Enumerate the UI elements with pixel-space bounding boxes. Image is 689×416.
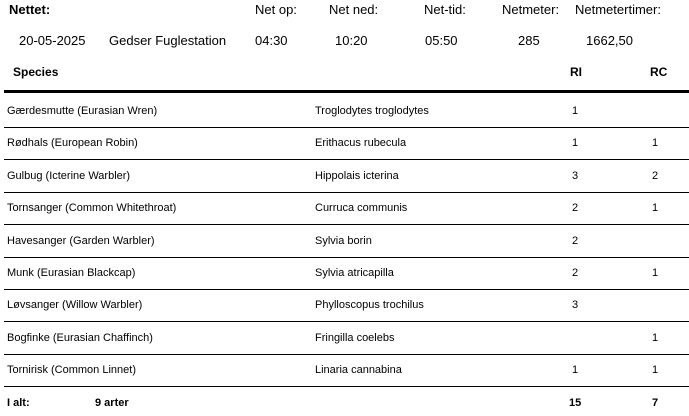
ri-value: 1 bbox=[572, 137, 579, 149]
netmetertimer-value: 1662,50 bbox=[586, 33, 633, 48]
date-value: 20-05-2025 bbox=[19, 33, 86, 48]
ri-value: 2 bbox=[572, 202, 579, 214]
row-divider bbox=[4, 159, 689, 160]
site-name-value: Gedser Fuglestation bbox=[109, 33, 227, 48]
netmetertimer-label: Netmetertimer: bbox=[575, 2, 661, 17]
header-divider bbox=[4, 90, 689, 93]
net-op-label: Net op: bbox=[255, 2, 297, 17]
ri-value: 3 bbox=[572, 170, 579, 182]
scientific-name: Sylvia atricapilla bbox=[315, 267, 394, 279]
scientific-name: Erithacus rubecula bbox=[315, 137, 407, 149]
ri-value: 1 bbox=[572, 364, 579, 376]
net-op-value: 04:30 bbox=[255, 33, 288, 48]
species-name: Tornsanger (Common Whitethroat) bbox=[7, 202, 177, 214]
rc-value: 1 bbox=[652, 332, 659, 344]
species-name: Bogfinke (Eurasian Chaffinch) bbox=[7, 332, 153, 344]
total-species-count: 9 arter bbox=[95, 397, 129, 409]
net-tid-label: Net-tid: bbox=[424, 2, 466, 17]
rc-value: 2 bbox=[652, 170, 659, 182]
rc-value: 1 bbox=[652, 202, 659, 214]
species-name: Gulbug (Icterine Warbler) bbox=[7, 170, 131, 182]
rc-value: 1 bbox=[652, 267, 659, 279]
site-label: Nettet: bbox=[9, 2, 51, 17]
scientific-name: Hippolais icterina bbox=[315, 170, 399, 182]
net-ned-value: 10:20 bbox=[335, 33, 368, 48]
row-divider bbox=[4, 289, 689, 290]
ri-value: 1 bbox=[572, 105, 579, 117]
scientific-name: Fringilla coelebs bbox=[315, 332, 395, 344]
row-divider bbox=[4, 224, 689, 225]
total-rc: 7 bbox=[652, 397, 659, 409]
scientific-name: Curruca communis bbox=[315, 202, 408, 214]
row-divider bbox=[4, 354, 689, 355]
total-label: I alt: bbox=[7, 397, 30, 409]
ri-value: 2 bbox=[572, 235, 579, 247]
row-divider bbox=[4, 386, 689, 387]
net-tid-value: 05:50 bbox=[425, 33, 458, 48]
scientific-name: Phylloscopus trochilus bbox=[315, 299, 424, 311]
column-header-species: Species bbox=[13, 65, 59, 79]
rc-value: 1 bbox=[652, 364, 659, 376]
scientific-name: Troglodytes troglodytes bbox=[315, 105, 429, 117]
rc-value: 1 bbox=[652, 137, 659, 149]
row-divider bbox=[4, 192, 689, 193]
species-name: Tornirisk (Common Linnet) bbox=[7, 364, 136, 376]
species-name: Løvsanger (Willow Warbler) bbox=[7, 299, 143, 311]
netmeter-label: Netmeter: bbox=[502, 2, 560, 17]
species-name: Rødhals (European Robin) bbox=[7, 137, 138, 149]
row-divider bbox=[4, 257, 689, 258]
column-header-ri: RI bbox=[570, 65, 582, 79]
ri-value: 3 bbox=[572, 299, 579, 311]
species-name: Havesanger (Garden Warbler) bbox=[7, 235, 155, 247]
scientific-name: Sylvia borin bbox=[315, 235, 372, 247]
row-divider bbox=[4, 321, 689, 322]
column-header-rc: RC bbox=[650, 65, 668, 79]
ri-value: 2 bbox=[572, 267, 579, 279]
total-ri: 15 bbox=[569, 397, 582, 409]
species-name: Gærdesmutte (Eurasian Wren) bbox=[7, 105, 158, 117]
row-divider bbox=[4, 127, 689, 128]
species-name: Munk (Eurasian Blackcap) bbox=[7, 267, 136, 279]
scientific-name: Linaria cannabina bbox=[315, 364, 402, 376]
net-ned-label: Net ned: bbox=[329, 2, 379, 17]
netmeter-value: 285 bbox=[518, 33, 540, 48]
